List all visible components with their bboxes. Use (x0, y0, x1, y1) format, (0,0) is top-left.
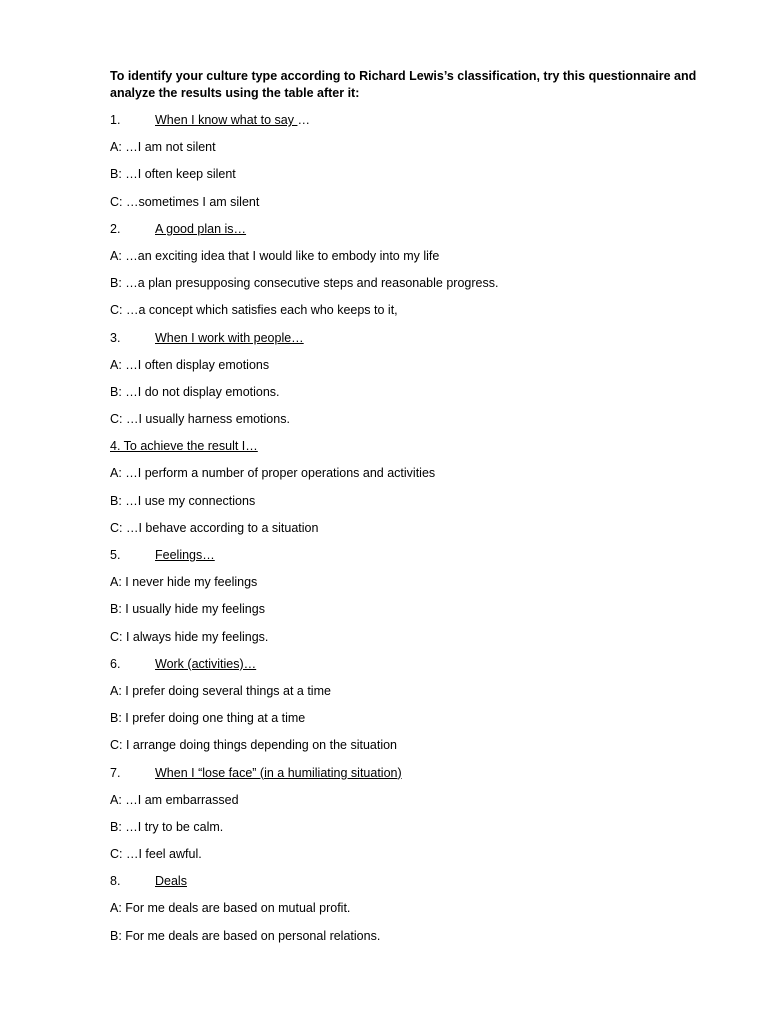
answer-option: C: …I feel awful. (110, 847, 202, 862)
answer-option: A: …I am not silent (110, 140, 216, 155)
question-heading (110, 112, 710, 129)
question-heading (110, 330, 710, 347)
answer-option: A: …I am embarrassed (110, 792, 239, 807)
answer-option: A: I prefer doing several things at a time (110, 683, 331, 698)
answer-option: B: …a plan presupposing consecutive steps and reasonable progress. (110, 276, 499, 291)
question-heading (110, 221, 710, 238)
question-text: When I “lose face” (in a humiliating situation) (155, 765, 402, 780)
question-number: 2. (110, 221, 121, 236)
question-text: A good plan is… (155, 221, 247, 236)
question-heading (110, 438, 710, 455)
answer-option: A: …an exciting idea that I would like to embody into my life (110, 248, 440, 263)
question-text: Deals (155, 874, 187, 889)
question-number: 6. (110, 656, 121, 671)
question-text: Work (activities)… (155, 656, 257, 671)
answer-option: A: I never hide my feelings (110, 575, 258, 590)
question-suffix: … (297, 113, 310, 127)
answer-option: A: …I often display emotions (110, 357, 270, 372)
questionnaire (110, 112, 710, 945)
answer-option: B: …I do not display emotions. (110, 384, 280, 399)
answer-option: C: I arrange doing things depending on the situation (110, 738, 398, 753)
answer-option: A: For me deals are based on mutual profit. (110, 901, 351, 916)
answer-option: C: …a concept which satisfies each who keeps to it, (110, 303, 398, 318)
question-text: When I work with people… (155, 330, 304, 345)
answer-option: B: I usually hide my feelings (110, 602, 265, 617)
question-text: Feelings… (155, 548, 215, 562)
answer-option: B: …I try to be calm. (110, 819, 224, 834)
answer-option: B: …I often keep silent (110, 167, 236, 182)
answer-option: C: …sometimes I am silent (110, 194, 260, 209)
answer-option: B: …I use my connections (110, 493, 256, 508)
question-heading (110, 765, 710, 782)
answer-option: B: For me deals are based on personal relations. (110, 928, 381, 943)
question-number: 5. (110, 548, 121, 562)
question-number: 1. (110, 113, 121, 127)
question-text: When I know what to say (155, 113, 298, 127)
question-heading (110, 656, 710, 673)
answer-option: C: I always hide my feelings. (110, 629, 269, 644)
question-number: 8. (110, 874, 121, 889)
question-text: 4. To achieve the result I… (110, 439, 258, 454)
answer-option: C: …I behave according to a situation (110, 520, 319, 535)
question-heading (110, 873, 710, 890)
intro-paragraph: To identify your culture type according to Richard Lewis’s classification, try this questionnaire and analyze the results using the table after it: (110, 69, 697, 100)
document-page (110, 68, 710, 955)
answer-option: B: I prefer doing one thing at a time (110, 711, 306, 726)
answer-option: A: …I perform a number of proper operations and activities (110, 466, 436, 481)
question-number: 7. (110, 765, 121, 780)
question-heading (110, 547, 710, 564)
answer-option: C: …I usually harness emotions. (110, 412, 290, 427)
question-number: 3. (110, 330, 121, 345)
